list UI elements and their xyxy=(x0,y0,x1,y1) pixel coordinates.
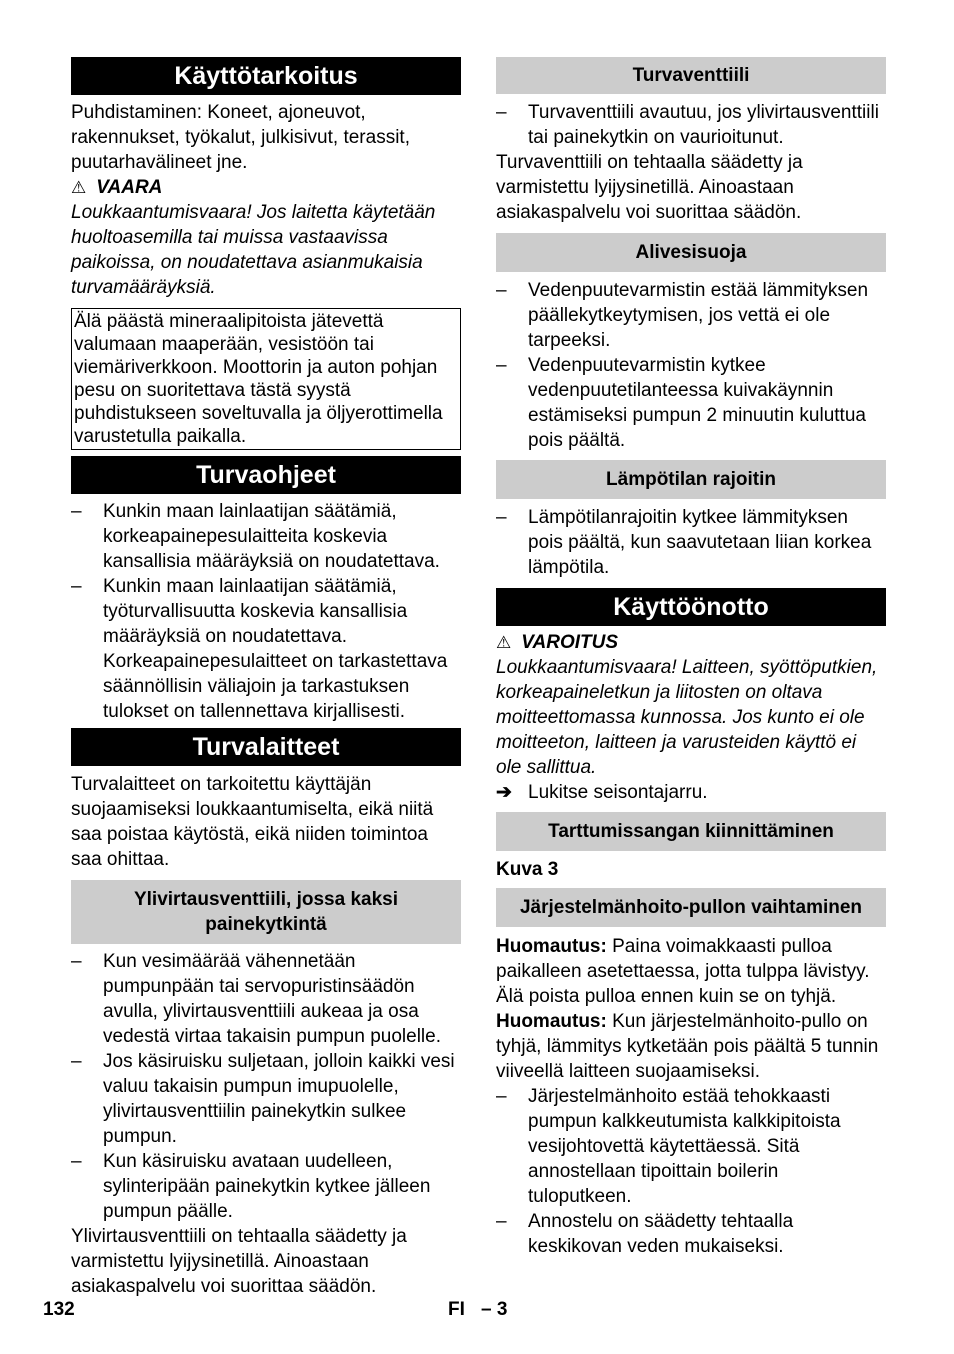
list-item: – Annostelu on säädetty tehtaalla keskikovan veden mukaiseksi. xyxy=(496,1209,886,1259)
kayttotarkoitus-text: Puhdistaminen: Koneet, ajoneuvot, rakennukset, työkalut, julkisivut, terassit, puutarhavälineet jne. xyxy=(71,102,410,173)
varoitus-text: Loukkaantumisvaara! Laitteen, syöttöputkien, korkeapaineletkun ja liitosten on oltava moitteettomassa kunnossa. Jos kunto ei ole moitteeton, laitteen ja varusteiden käyttö ei ole sallittua. xyxy=(496,657,878,778)
vaara-heading xyxy=(71,175,461,200)
heading-tarttumissangan-kiinnittaminen: Tarttumissangan kiinnittäminen xyxy=(496,812,886,851)
heading-turvaventtiili: Turvaventtiili xyxy=(496,57,886,94)
list-item: – Kun käsiruisku avataan uudelleen, sylinteripään painekytkin kytkee jälleen pumpun päälle. xyxy=(71,1149,461,1224)
note-text: Kun järjestelmänhoito-pullo on tyhjä, lämmitys kytketään pois päältä 5 tunnin viiveellä laitteen suojaamiseksi. xyxy=(496,1011,879,1082)
varoitus-heading xyxy=(496,630,886,655)
note-text: Paina voimakkaasti pulloa paikalleen asetettaessa, jotta tulppa lävistyy. Älä poista pulloa ennen kuin se on tyhjä. xyxy=(496,936,870,1007)
heading-turvaohjeet: Turvaohjeet xyxy=(71,456,461,494)
list-item: – Kun vesimäärää vähennetään pumpunpään tai servopuristinsäädön avulla, ylivirtausventtiili aukeaa ja osa vedestä virtaa takaisin pumpun puolelle. xyxy=(71,949,461,1049)
list-item: – Jos käsiruisku suljetaan, jolloin kaikki vesi valuu takaisin pumpun imupuolelle, ylivirtausventtiilin painekytkin sulkee pumpun. xyxy=(71,1049,461,1149)
note-label: Huomautus: xyxy=(496,936,607,957)
varoitus-label: VAROITUS xyxy=(521,632,619,653)
list-item: – Järjestelmänhoito estää tehokkaasti pumpun kalkkeutumista kalkkipitoista vesijohtovettä käytettäessä. Sitä annostellaan tipoittain boilerin tuloputkeen. xyxy=(496,1084,886,1209)
instruction-step xyxy=(496,780,886,805)
turvalaitteet-text: Turvalaitteet on tarkoitettu käyttäjän suojaamiseksi loukkaantumiselta, eikä niitä saa poistaa käytöstä, eikä niiden toimintoa saa ohittaa. xyxy=(71,774,434,870)
ylivirtaus-text: Ylivirtausventtiili on tehtaalla säädetty ja varmistettu lyijysinetillä. Ainoastaan asiakaspalvelu voi suorittaa säädön. xyxy=(71,1226,407,1297)
note-1 xyxy=(496,934,886,1009)
list-item: – Lämpötilanrajoitin kytkee lämmityksen pois päältä, kun saavutetaan liian korkea lämpötila. xyxy=(496,505,886,580)
page-number: 132 xyxy=(43,1299,75,1320)
turvaventtiili-list xyxy=(496,100,886,150)
heading-kayttotarkoitus: Käyttötarkoitus xyxy=(71,57,461,95)
left-column xyxy=(71,57,461,1299)
jarjestelma-list xyxy=(496,1084,886,1259)
vaara-text: Loukkaantumisvaara! Jos laitetta käytetään huoltoasemilla tai muissa vastaavissa paikoissa, on noudatettava asianmukaisia turvamääräyksiä. xyxy=(71,202,436,298)
heading-jarjestelmanhoito-pullon-vaihtaminen: Järjestelmänhoito-pullon vaihtaminen xyxy=(496,888,886,927)
list-item: – Turvaventtiili avautuu, jos ylivirtausventtiili tai painekytkin on vaurioitunut. xyxy=(496,100,886,150)
instruction-text: Lukitse seisontajarru. xyxy=(528,782,708,803)
footer-section: – 3 xyxy=(481,1299,508,1320)
ylivirtaus-list xyxy=(71,949,461,1224)
list-item: – Kunkin maan lainlaatijan säätämiä, korkeapainepesulaitteita koskevia kansallisia määräyksiä on noudatettava. xyxy=(71,499,461,574)
warning-triangle-icon: ⚠ xyxy=(496,633,512,652)
alivesisuoja-list xyxy=(496,278,886,453)
lampotila-list xyxy=(496,505,886,580)
list-item: – Vedenpuutevarmistin estää lämmityksen päällekytkeytymisen, jos vettä ei ole tarpeeksi. xyxy=(496,278,886,353)
figure-reference: Kuva 3 xyxy=(496,859,559,880)
vaara-label: VAARA xyxy=(96,177,163,198)
right-column xyxy=(496,57,886,1259)
heading-ylivirtausventtiili: Ylivirtausventtiili, jossa kaksi painekytkintä xyxy=(71,880,461,944)
note-2 xyxy=(496,1009,886,1084)
turvaventtiili-text: Turvaventtiili on tehtaalla säädetty ja varmistettu lyijysinetillä. Ainoastaan asiakaspalvelu voi suorittaa säädön. xyxy=(496,152,803,223)
heading-alivesisuoja: Alivesisuoja xyxy=(496,233,886,272)
heading-lampotilan-rajoitin: Lämpötilan rajoitin xyxy=(496,460,886,499)
turvaohjeet-list xyxy=(71,499,461,724)
heading-kayttoonotto: Käyttöönotto xyxy=(496,588,886,626)
footer-language: FI xyxy=(448,1299,465,1320)
arrow-right-icon: ➔ xyxy=(496,782,512,803)
list-item: – Vedenpuutevarmistin kytkee vedenpuutetilanteessa kuivakäynnin estämiseksi pumpun 2 minuutin kuluttua pois päältä. xyxy=(496,353,886,453)
note-label: Huomautus: xyxy=(496,1011,607,1032)
list-item: – Kunkin maan lainlaatijan säätämiä, työturvallisuutta koskevia kansallisia määräyksiä on noudatettava. Korkeapainepesulaitteet on tarkastettava säännöllisin väliajoin ja tarkastuksen tulokset on tallennettava kirjallisesti. xyxy=(71,574,461,724)
heading-turvalaitteet: Turvalaitteet xyxy=(71,728,461,766)
environment-notice-box: Älä päästä mineraalipitoista jätevettä valumaan maaperään, vesistöön tai viemäriverkkoon. Moottorin ja auton pohjan pesu on suoritettava tästä syystä puhdistukseen soveltuvalla ja öljyerottimella varustetulla paikalla. xyxy=(71,308,461,450)
warning-triangle-icon: ⚠ xyxy=(71,178,87,197)
